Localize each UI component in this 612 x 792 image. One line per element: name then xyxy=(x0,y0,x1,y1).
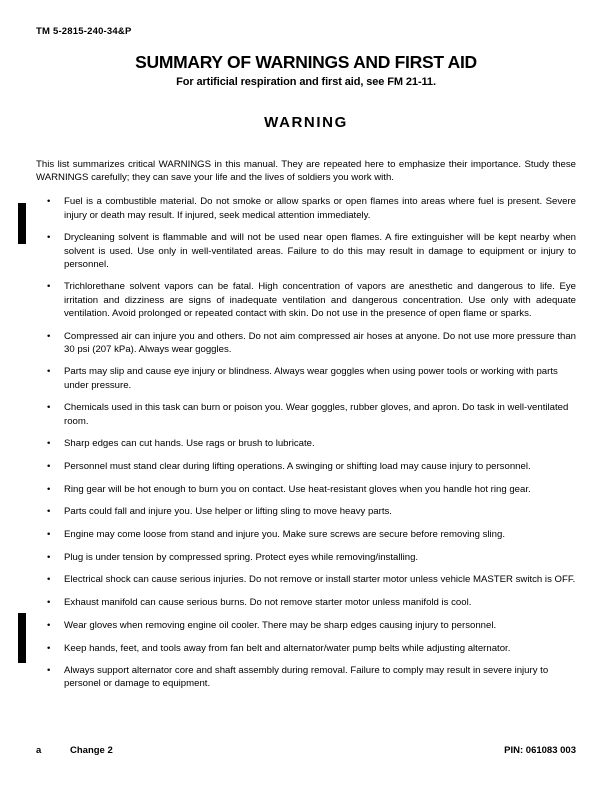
warning-item-text: Trichlorethane solvent vapors can be fatal. High concentration of vapors are anesthetic and dangerous to life. Eye irritation and dizziness are signs of inadequate ventilation and dangerous concentration. Use only with adequate ventilation. Avoid prolonged or repeated contact with skin. Do not use in the presence of open flame or sparks. xyxy=(64,281,576,319)
warning-item xyxy=(36,596,576,609)
bullet-point-icon: • xyxy=(47,330,51,342)
footer-change-label: Change 2 xyxy=(70,745,113,756)
warning-item xyxy=(36,365,576,391)
warning-item-text: Parts may slip and cause eye injury or blindness. Always wear goggles when using power tools or working with parts under pressure. xyxy=(64,366,558,391)
warning-item xyxy=(36,483,576,496)
bullet-point-icon: • xyxy=(47,665,51,677)
bullet-point-icon: • xyxy=(47,402,51,414)
bullet-point-icon: • xyxy=(47,574,51,586)
footer-pin: PIN: 061083 003 xyxy=(504,745,576,756)
warning-item xyxy=(36,505,576,518)
warning-item-text: Personnel must stand clear during lifting operations. A swinging or shifting load may cause injury to personnel. xyxy=(64,460,531,472)
warning-item xyxy=(36,437,576,450)
warning-item xyxy=(36,528,576,541)
warning-item-text: Ring gear will be hot enough to burn you on contact. Use heat-resistant gloves when you handle hot ring gear. xyxy=(64,483,531,495)
warning-item xyxy=(36,551,576,564)
warning-item xyxy=(36,330,576,356)
warning-item xyxy=(36,664,576,690)
page-subtitle: For artificial respiration and first aid, see FM 21-11. xyxy=(176,76,436,88)
footer-left xyxy=(36,745,113,756)
warnings-body xyxy=(36,158,576,700)
bullet-point-icon: • xyxy=(47,597,51,609)
bullet-point-icon: • xyxy=(47,483,51,495)
warning-item xyxy=(36,401,576,427)
bullet-point-icon: • xyxy=(47,619,51,631)
bullet-point-icon: • xyxy=(47,438,51,450)
bullet-point-icon: • xyxy=(47,642,51,654)
warning-item-text: Plug is under tension by compressed spring. Protect eyes while removing/installing. xyxy=(64,551,419,563)
warning-item xyxy=(36,280,576,320)
warning-item-text: Wear gloves when removing engine oil cooler. There may be sharp edges causing injury to personnel. xyxy=(64,619,497,631)
bullet-point-icon: • xyxy=(47,366,51,378)
warning-item-text: Keep hands, feet, and tools away from fan belt and alternator/water pump belts while adjusting alternator. xyxy=(64,642,511,654)
warning-section-heading: WARNING xyxy=(264,114,348,131)
warning-item-text: Exhaust manifold can cause serious burns. Do not remove starter motor unless manifold is cool. xyxy=(64,597,472,609)
intro-paragraph: This list summarizes critical WARNINGS in this manual. They are repeated here to emphasize their importance. Study these WARNINGS carefully; they can save your life and the lives of soldiers you work with. xyxy=(36,159,576,184)
footer-page-number: a xyxy=(36,745,42,756)
warning-item xyxy=(36,619,576,632)
tm-number: TM 5-2815-240-34&P xyxy=(36,26,132,37)
warning-item-text: Electrical shock can cause serious injuries. Do not remove or install starter motor unless vehicle MASTER switch is OFF. xyxy=(64,574,576,586)
warning-item-text: Chemicals used in this task can burn or poison you. Wear goggles, rubber gloves, and apron. Do task in well-ventilated room. xyxy=(64,402,569,427)
warning-item xyxy=(36,460,576,473)
warning-list xyxy=(36,195,576,690)
warning-item xyxy=(36,195,576,221)
warning-item-text: Fuel is a combustible material. Do not smoke or allow sparks or open flames into areas where fuel is present. Severe injury or death may result. If injured, seek medical attention immediately. xyxy=(64,196,576,221)
change-bar xyxy=(18,613,26,663)
warning-item-text: Compressed air can injure you and others. Do not aim compressed air hoses at anyone. Do not use more pressure than 30 psi (207 kPa). Always wear goggles. xyxy=(64,330,576,355)
warning-item-text: Drycleaning solvent is flammable and will not be used near open flames. A fire extinguisher will be kept nearby when solvent is used. Use only in well-ventilated areas. Failure to do this may result in damage to equipment or injury to personnel. xyxy=(64,232,576,270)
bullet-point-icon: • xyxy=(47,232,51,244)
bullet-point-icon: • xyxy=(47,506,51,518)
bullet-point-icon: • xyxy=(47,551,51,563)
bullet-point-icon: • xyxy=(47,196,51,208)
warning-item-text: Always support alternator core and shaft assembly during removal. Failure to comply may result in severe injury to personel or damage to equipment. xyxy=(64,665,549,690)
warning-item-text: Engine may come loose from stand and injure you. Make sure screws are secure before removing sling. xyxy=(64,529,505,541)
bullet-point-icon: • xyxy=(47,281,51,293)
warning-item xyxy=(36,573,576,586)
warning-item-text: Sharp edges can cut hands. Use rags or brush to lubricate. xyxy=(64,438,315,450)
warning-item xyxy=(36,642,576,655)
page-title: SUMMARY OF WARNINGS AND FIRST AID xyxy=(135,52,477,72)
change-bar xyxy=(18,203,26,244)
bullet-point-icon: • xyxy=(47,460,51,472)
warning-item-text: Parts could fall and injure you. Use helper or lifting sling to move heavy parts. xyxy=(64,506,392,518)
warning-item xyxy=(36,231,576,271)
bullet-point-icon: • xyxy=(47,529,51,541)
page-footer xyxy=(36,745,576,756)
